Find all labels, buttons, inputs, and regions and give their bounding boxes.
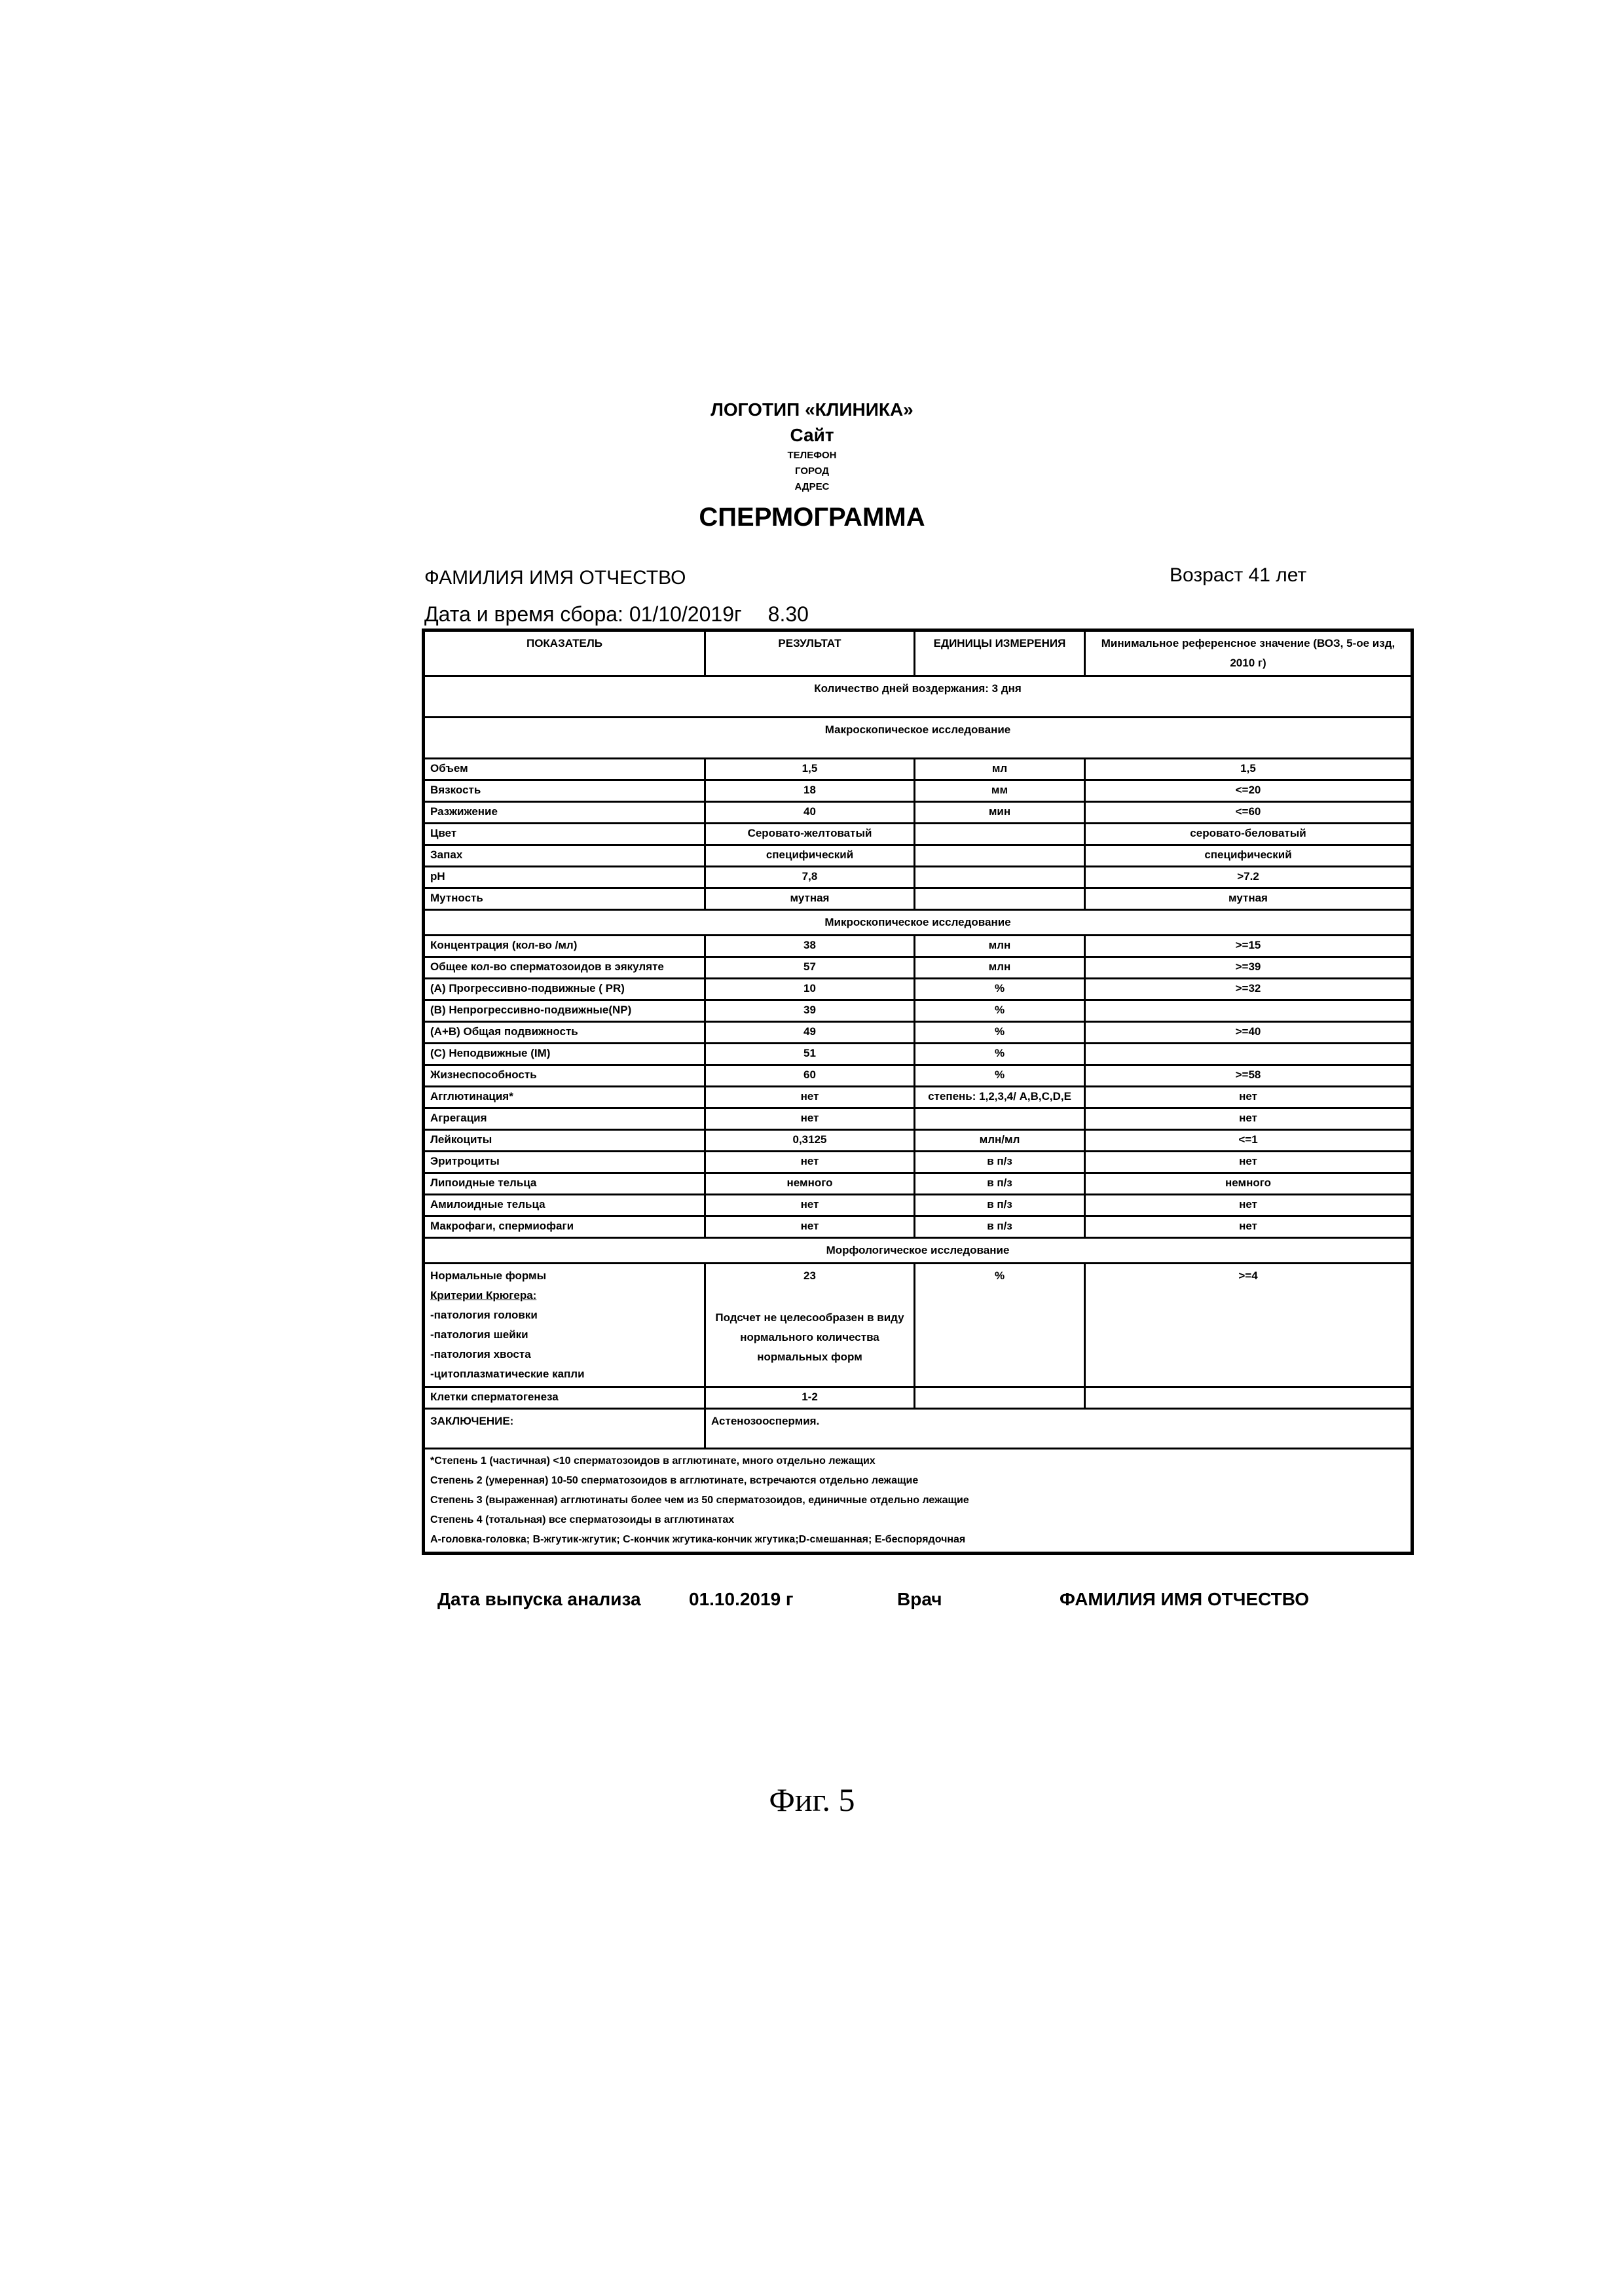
row-result: 51 — [705, 1044, 915, 1065]
row-result: 38 — [705, 936, 915, 957]
table-row — [424, 936, 1412, 957]
row-ref: >=15 — [1085, 936, 1412, 957]
row-name: Макрофаги, спермиофаги — [424, 1216, 705, 1238]
row-name: Объем — [424, 759, 705, 780]
table-header-row — [424, 630, 1412, 676]
row-result: 39 — [705, 1000, 915, 1022]
table-row — [424, 1000, 1412, 1022]
row-name: (A+B) Общая подвижность — [424, 1022, 705, 1044]
row-ref: серовато-беловатый — [1085, 824, 1412, 845]
row-name: Жизнеспособность — [424, 1065, 705, 1087]
conclusion-row — [424, 1409, 1412, 1449]
table-row — [424, 780, 1412, 802]
row-ref: <=20 — [1085, 780, 1412, 802]
row-ref — [1085, 1044, 1412, 1065]
table-row — [424, 824, 1412, 845]
row-ref: специфический — [1085, 845, 1412, 867]
table-row — [424, 1173, 1412, 1195]
row-ref: нет — [1085, 1087, 1412, 1108]
issue-date-label: Дата выпуска анализа — [437, 1589, 641, 1610]
row-result: нет — [705, 1195, 915, 1216]
row-ref: мутная — [1085, 888, 1412, 910]
head-pathology-label: -патология головки — [430, 1305, 699, 1325]
clinic-phone: ТЕЛЕФОН — [0, 448, 1624, 464]
row-unit: % — [915, 1022, 1085, 1044]
row-ref: <=1 — [1085, 1130, 1412, 1152]
column-header: Минимальное референсное значение (ВОЗ, 5-ое изд, 2010 г) — [1085, 630, 1412, 676]
normal-forms-label: Нормальные формы — [430, 1266, 699, 1286]
row-name: (A) Прогрессивно-подвижные ( PR) — [424, 979, 705, 1000]
row-unit: млн — [915, 936, 1085, 957]
row-name: Разжижение — [424, 802, 705, 824]
morph-result — [705, 1264, 915, 1387]
row-result: нет — [705, 1216, 915, 1238]
row-unit: млн/мл — [915, 1130, 1085, 1152]
column-header: РЕЗУЛЬТАТ — [705, 630, 915, 676]
agglutination-notes — [424, 1449, 1412, 1554]
row-result: 10 — [705, 979, 915, 1000]
table-row — [424, 1387, 1412, 1409]
note-line: А-головка-головка; В-жгутик-жгутик; С-кончик жгутика-кончик жгутика;D-смешанная; E-беспорядочная — [430, 1530, 1405, 1550]
tail-pathology-label: -патология хвоста — [430, 1345, 699, 1364]
row-name: Мутность — [424, 888, 705, 910]
morph-unit: % — [915, 1264, 1085, 1387]
row-ref — [1085, 1387, 1412, 1409]
row-name: Амилоидные тельца — [424, 1195, 705, 1216]
table-row — [424, 1022, 1412, 1044]
row-name: Клетки сперматогенеза — [424, 1387, 705, 1409]
table-row — [424, 1087, 1412, 1108]
row-ref: немного — [1085, 1173, 1412, 1195]
row-ref: нет — [1085, 1108, 1412, 1130]
row-result: специфический — [705, 845, 915, 867]
row-result: нет — [705, 1108, 915, 1130]
row-result: 7,8 — [705, 867, 915, 888]
row-result: 57 — [705, 957, 915, 979]
row-unit: в п/з — [915, 1216, 1085, 1238]
note-line: Степень 4 (тотальная) все сперматозоиды в агглютинатах — [430, 1510, 1405, 1530]
row-name: Концентрация (кол-во /мл) — [424, 936, 705, 957]
row-name: Агрегация — [424, 1108, 705, 1130]
morph-note: Подсчет не целесообразен в виду нормального количества нормальных форм — [711, 1308, 908, 1367]
macro-rows — [424, 759, 1412, 910]
doctor-label: Врач — [897, 1589, 942, 1610]
row-result: 60 — [705, 1065, 915, 1087]
neck-pathology-label: -патология шейки — [430, 1325, 699, 1345]
row-unit: мм — [915, 780, 1085, 802]
section-macroscopic: Макроскопическое исследование — [424, 718, 1412, 759]
row-unit: мин — [915, 802, 1085, 824]
kruger-label: Критерии Крюгера: — [430, 1286, 699, 1305]
row-ref: >7.2 — [1085, 867, 1412, 888]
table-row — [424, 802, 1412, 824]
column-header: ЕДИНИЦЫ ИЗМЕРЕНИЯ — [915, 630, 1085, 676]
results-table — [422, 629, 1414, 1555]
collection-date: Дата и время сбора: 01/10/2019г — [424, 602, 742, 626]
column-header: ПОКАЗАТЕЛЬ — [424, 630, 705, 676]
row-ref: >=40 — [1085, 1022, 1412, 1044]
row-result: 18 — [705, 780, 915, 802]
section-morphologic: Морфологическое исследование — [424, 1238, 1412, 1264]
table-row — [424, 845, 1412, 867]
note-line: Степень 2 (умеренная) 10-50 сперматозоидов в агглютинате, встречаются отдельно лежащие — [430, 1471, 1405, 1491]
row-unit: в п/з — [915, 1195, 1085, 1216]
conclusion-value: Астенозооспермия. — [705, 1409, 1412, 1449]
row-result: нет — [705, 1087, 915, 1108]
document-title: СПЕРМОГРАММА — [0, 499, 1624, 536]
row-result: 49 — [705, 1022, 915, 1044]
table-row — [424, 867, 1412, 888]
cytoplasmic-drops-label: -цитоплазматические капли — [430, 1364, 699, 1384]
row-unit: % — [915, 1065, 1085, 1087]
row-unit: % — [915, 979, 1085, 1000]
row-name: Эритроциты — [424, 1152, 705, 1173]
table-row — [424, 1108, 1412, 1130]
table-row — [424, 1044, 1412, 1065]
row-ref — [1085, 1000, 1412, 1022]
row-result: 1-2 — [705, 1387, 915, 1409]
row-ref: нет — [1085, 1216, 1412, 1238]
row-unit: % — [915, 1000, 1085, 1022]
row-unit: степень: 1,2,3,4/ A,B,C,D,E — [915, 1087, 1085, 1108]
row-unit — [915, 1387, 1085, 1409]
table-row — [424, 1065, 1412, 1087]
table-row — [424, 1152, 1412, 1173]
table-row — [424, 1130, 1412, 1152]
row-ref: нет — [1085, 1152, 1412, 1173]
row-name: pH — [424, 867, 705, 888]
abstinence-days: Количество дней воздержания: 3 дня — [424, 676, 1412, 718]
table-row — [424, 888, 1412, 910]
row-result: 1,5 — [705, 759, 915, 780]
row-name: Лейкоциты — [424, 1130, 705, 1152]
row-unit: в п/з — [915, 1173, 1085, 1195]
collection-datetime — [424, 602, 809, 627]
row-unit — [915, 888, 1085, 910]
row-ref: <=60 — [1085, 802, 1412, 824]
patient-name: ФАМИЛИЯ ИМЯ ОТЧЕСТВО — [424, 567, 686, 589]
row-result: немного — [705, 1173, 915, 1195]
section-microscopic: Микроскопическое исследование — [424, 910, 1412, 936]
row-result: мутная — [705, 888, 915, 910]
row-result: Серовато-желтоватый — [705, 824, 915, 845]
row-name: (C) Неподвижные (IM) — [424, 1044, 705, 1065]
clinic-site: Сайт — [0, 423, 1624, 448]
row-result: 40 — [705, 802, 915, 824]
note-line: *Степень 1 (частичная) <10 сперматозоидов в агглютинате, много отдельно лежащих — [430, 1451, 1405, 1471]
table-row — [424, 1195, 1412, 1216]
doctor-name: ФАМИЛИЯ ИМЯ ОТЧЕСТВО — [1060, 1589, 1309, 1610]
note-line: Степень 3 (выраженная) агглютинаты более чем из 50 сперматозоидов, единичные отдельно лежащие — [430, 1491, 1405, 1510]
clinic-header — [0, 397, 1624, 536]
row-unit — [915, 1108, 1085, 1130]
table-row — [424, 759, 1412, 780]
row-name: (B) Непрогрессивно-подвижные(NP) — [424, 1000, 705, 1022]
clinic-logo: ЛОГОТИП «КЛИНИКА» — [0, 397, 1624, 423]
row-unit — [915, 845, 1085, 867]
patient-age: Возраст 41 лет — [1170, 564, 1306, 587]
row-ref: >=39 — [1085, 957, 1412, 979]
row-name: Вязкость — [424, 780, 705, 802]
clinic-address: АДРЕС — [0, 479, 1624, 495]
table-row — [424, 979, 1412, 1000]
issue-date: 01.10.2019 г — [689, 1589, 794, 1610]
table-row — [424, 1216, 1412, 1238]
row-unit — [915, 867, 1085, 888]
row-ref: >=58 — [1085, 1065, 1412, 1087]
table-row — [424, 1264, 1412, 1387]
row-name: Общее кол-во сперматозоидов в эякуляте — [424, 957, 705, 979]
row-unit: мл — [915, 759, 1085, 780]
row-unit: % — [915, 1044, 1085, 1065]
conclusion-label: ЗАКЛЮЧЕНИЕ: — [424, 1409, 705, 1449]
row-unit — [915, 824, 1085, 845]
clinic-city: ГОРОД — [0, 464, 1624, 479]
morph-ref: >=4 — [1085, 1264, 1412, 1387]
row-ref: >=32 — [1085, 979, 1412, 1000]
micro-rows — [424, 936, 1412, 1238]
row-name: Запах — [424, 845, 705, 867]
row-name: Агглютинация* — [424, 1087, 705, 1108]
morph-labels — [424, 1264, 705, 1387]
row-ref: нет — [1085, 1195, 1412, 1216]
row-unit: в п/з — [915, 1152, 1085, 1173]
figure-caption: Фиг. 5 — [0, 1781, 1624, 1819]
row-result: нет — [705, 1152, 915, 1173]
row-name: Липоидные тельца — [424, 1173, 705, 1195]
row-name: Цвет — [424, 824, 705, 845]
row-unit: млн — [915, 957, 1085, 979]
collection-time: 8.30 — [768, 602, 809, 626]
normal-forms-value: 23 — [711, 1266, 908, 1286]
row-ref: 1,5 — [1085, 759, 1412, 780]
row-result: 0,3125 — [705, 1130, 915, 1152]
table-row — [424, 957, 1412, 979]
